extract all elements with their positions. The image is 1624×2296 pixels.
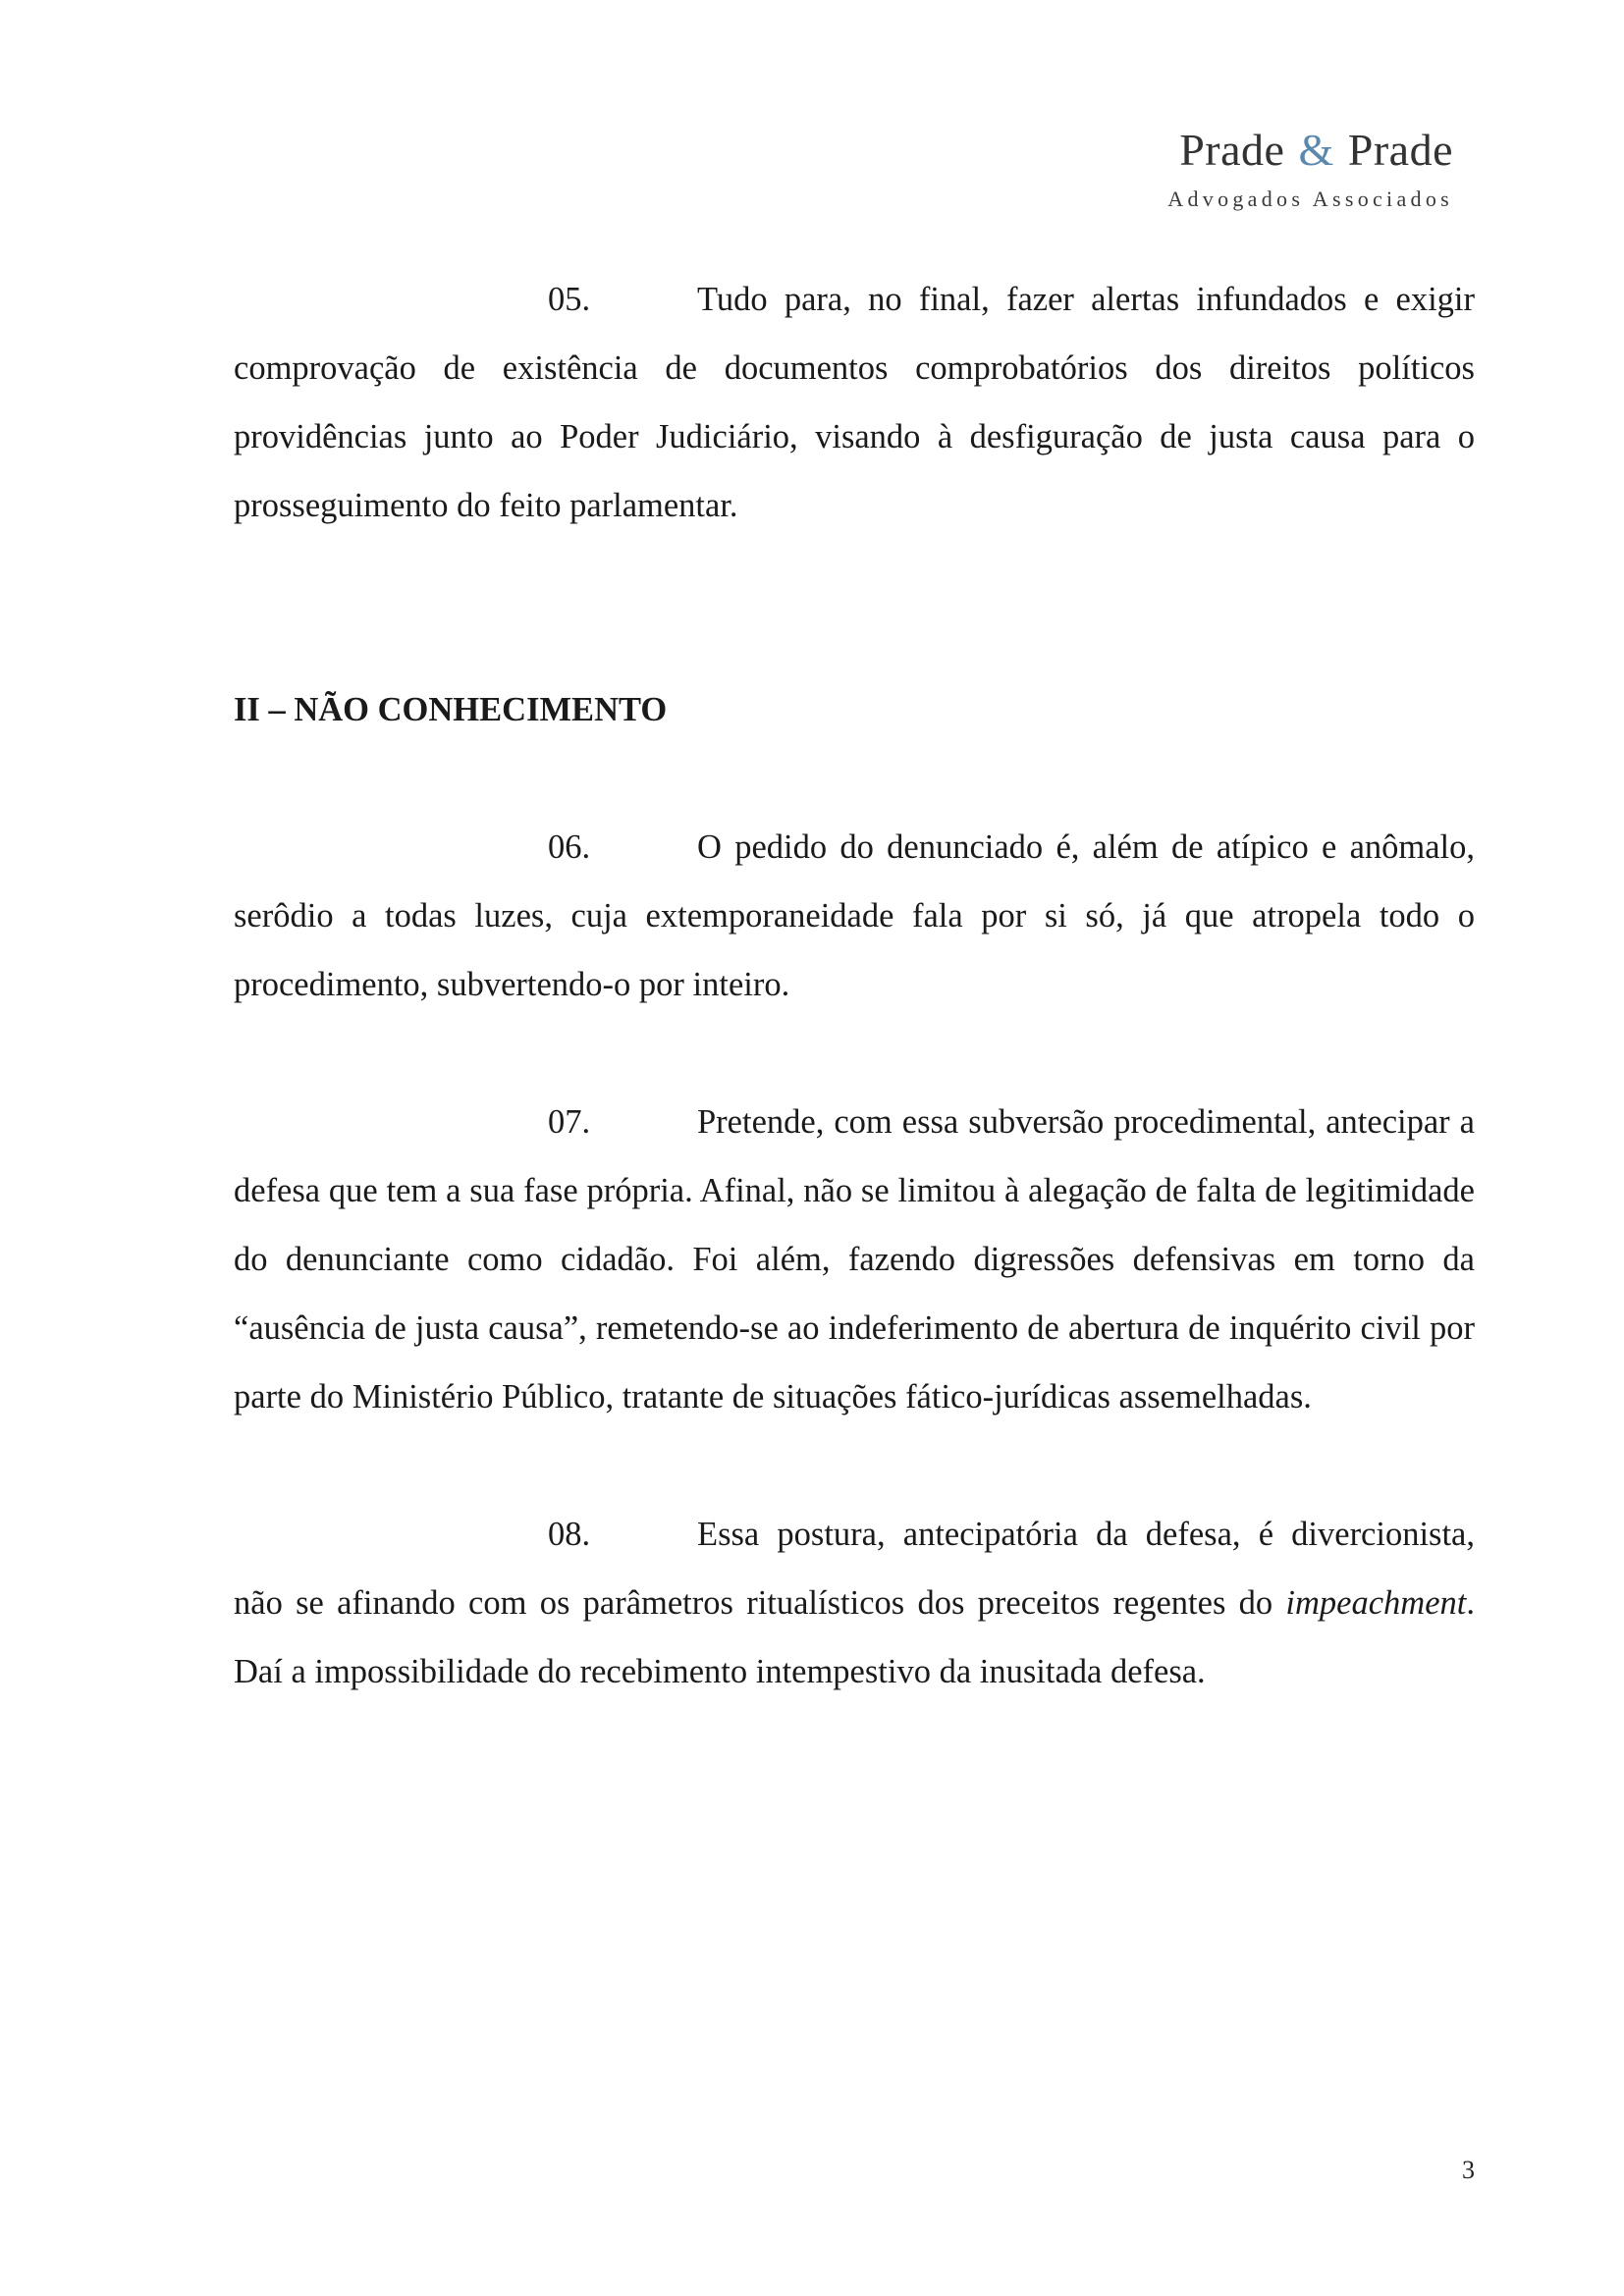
paragraph-text-before: Essa postura, antecipatória da defesa, é divercionista, não se afinando com os parâmetros ritualísticos dos preceitos regentes do	[234, 1516, 1475, 1622]
paragraph-number: 06.	[548, 828, 591, 866]
paragraph-number: 08.	[548, 1516, 591, 1553]
document-body	[234, 265, 1475, 1706]
paragraph-text: Tudo para, no final, fazer alertas infundados e exigir comprovação de existência de documentos comprobatórios dos direitos políticos providências junto ao Poder Judiciário, visando à desfiguração de justa causa para o prosseguimento do feito parlamentar.	[234, 281, 1475, 524]
paragraph-05	[234, 265, 1475, 540]
firm-name	[1167, 125, 1453, 175]
paragraph-06	[234, 813, 1475, 1019]
italic-term: impeachment	[1285, 1584, 1467, 1622]
paragraph-number: 07.	[548, 1103, 591, 1141]
firm-name-right: Prade	[1347, 125, 1453, 175]
paragraph-07	[234, 1088, 1475, 1431]
paragraph-08	[234, 1500, 1475, 1706]
paragraph-number: 05.	[548, 281, 591, 318]
ampersand: &	[1298, 125, 1334, 175]
page-number: 3	[1462, 2156, 1475, 2184]
paragraph-text-after: . Daí a impossibilidade do recebimento intempestivo da inusitada defesa.	[234, 1584, 1475, 1690]
firm-subtitle: Advogados Associados	[1167, 187, 1453, 211]
letterhead-logo	[1167, 125, 1453, 212]
firm-name-left: Prade	[1179, 125, 1285, 175]
paragraph-text: Pretende, com essa subversão procedimental, antecipar a defesa que tem a sua fase própria. Afinal, não se limitou à alegação de falta de legitimidade do denunciante como cidadão. Foi além, fazendo digressões defensivas em torno da “ausência de justa causa”, remetendo-se ao indeferimento de abertura de inquérito civil por parte do Ministério Público, tratante de situações fático-jurídicas assemelhadas.	[234, 1103, 1475, 1415]
paragraph-text: O pedido do denunciado é, além de atípico e anômalo, serôdio a todas luzes, cuja extemporaneidade fala por si só, já que atropela todo o procedimento, subvertendo-o por inteiro.	[234, 828, 1475, 1003]
section-heading: II – NÃO CONHECIMENTO	[234, 691, 668, 728]
